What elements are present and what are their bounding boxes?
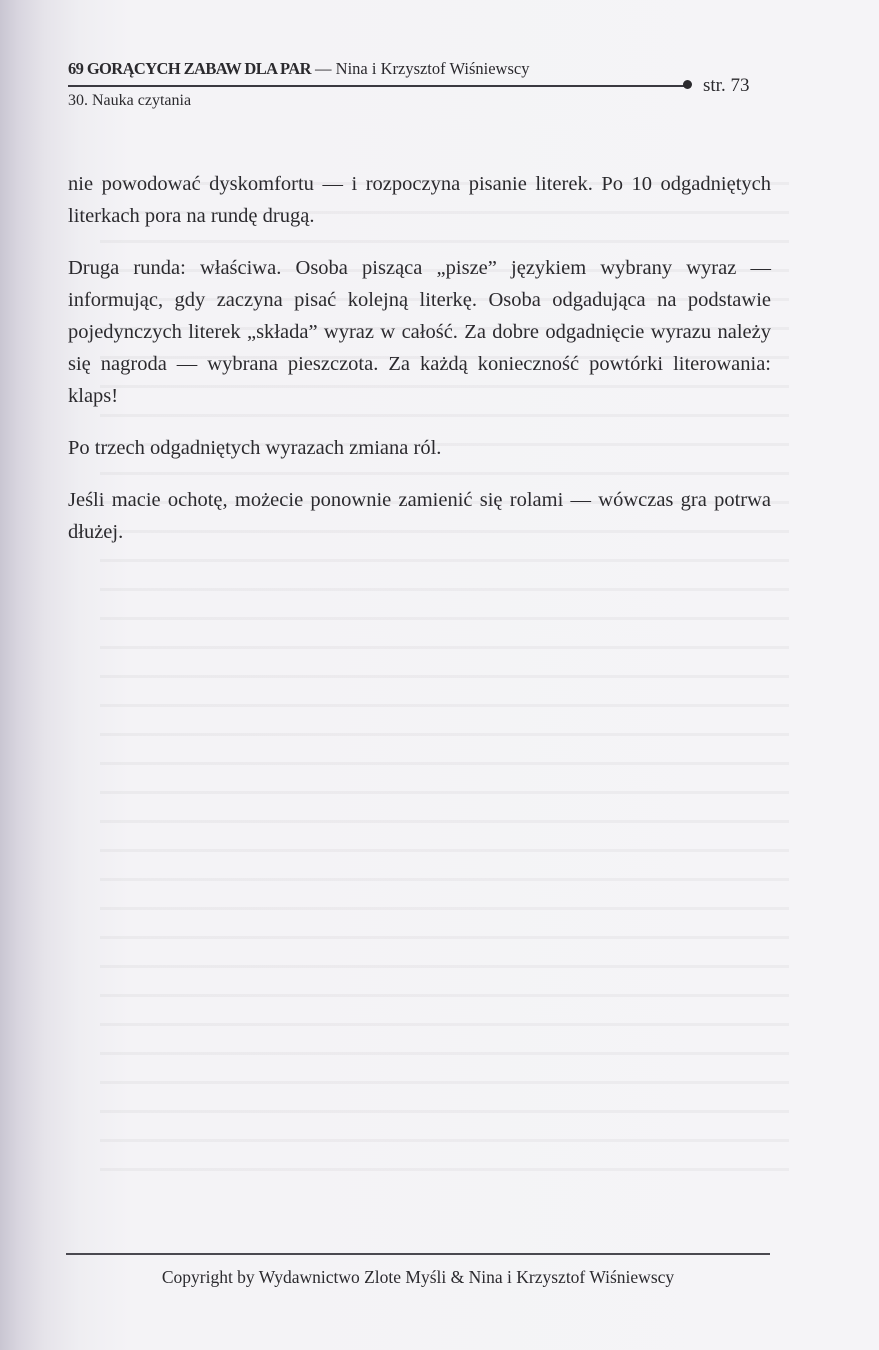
paragraph: nie powodować dyskomfortu — i rozpoczyna pisanie literek. Po 10 odgadniętych literkach pora na rundę drugą. [68,173,771,227]
copyright-footer: Copyright by Wydawnictwo Zlote Myśli & Nina i Krzysztof Wiśniewscy [161,1267,675,1287]
body-text [68,168,771,568]
page-header [68,58,768,109]
book-title: 69 GORĄCYCH ZABAW DLA PAR [68,59,311,78]
chapter-title: 30. Nauka czytania [68,92,192,109]
bullet-icon [683,80,692,89]
paragraph: Po trzech odgadniętych wyrazach zmiana ról. [68,437,442,459]
page-number: str. 73 [703,75,750,96]
header-rule [68,85,685,87]
running-head [68,58,768,80]
footer-rule [66,1253,770,1255]
book-authors: — Nina i Krzysztof Wiśniewscy [310,59,530,78]
paragraph: Jeśli macie ochotę, możecie ponownie zamienić się rolami — wówczas gra potrwa dłużej. [68,489,771,543]
paragraph: Druga runda: właściwa. Osoba pisząca „pisze” językiem wybrany wyraz — informując, gdy zaczyna pisać kolejną literkę. Osoba odgadująca na podstawie pojedynczych literek „składa” wyraz w całość. Za dobre odgadnięcie wyrazu należy się nagroda — wybrana pieszczota. Za każdą konieczność powtórki literowania: klaps! [68,257,771,407]
